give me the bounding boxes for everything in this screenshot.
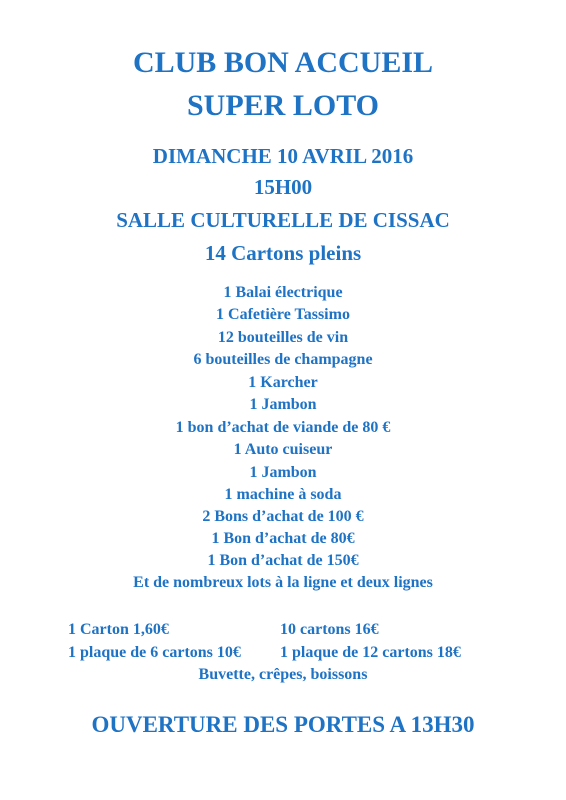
prize-item: 2 Bons d’achat de 100 €: [202, 508, 364, 525]
price-plate-12: 1 plaque de 12 cartons 18€: [280, 644, 461, 661]
event-date: DIMANCHE 10 AVRIL 2016: [152, 144, 414, 168]
opening-time: OUVERTURE DES PORTES A 13H30: [91, 712, 475, 737]
prize-item: 1 Balai électrique: [223, 284, 343, 301]
event-rounds: 14 Cartons pleins: [204, 241, 362, 265]
price-single-card: 1 Carton 1,60€: [68, 621, 169, 638]
refreshments: Buvette, crêpes, boissons: [198, 666, 368, 683]
prize-item: 6 bouteilles de champagne: [193, 351, 373, 368]
event-venue: SALLE CULTURELLE DE CISSAC: [116, 208, 450, 232]
prize-item: 1 Jambon: [249, 464, 317, 481]
prize-item: 1 Bon d’achat de 80€: [211, 530, 355, 547]
price-ten-cards: 10 cartons 16€: [280, 621, 379, 638]
prize-item: 1 Karcher: [248, 374, 318, 391]
event-name: SUPER LOTO: [187, 89, 379, 122]
prize-item: 1 Bon d’achat de 150€: [207, 552, 359, 569]
prize-item: 1 Cafetière Tassimo: [216, 306, 350, 323]
price-plate-6: 1 plaque de 6 cartons 10€: [68, 644, 241, 661]
club-name: CLUB BON ACCUEIL: [132, 46, 434, 79]
prize-item: 1 machine à soda: [224, 486, 342, 503]
event-time: 15H00: [253, 175, 313, 199]
prize-item: 1 Jambon: [249, 396, 317, 413]
prize-item: 12 bouteilles de vin: [217, 329, 349, 346]
prize-item: 1 bon d’achat de viande de 80 €: [175, 419, 391, 436]
prize-item: 1 Auto cuiseur: [233, 441, 333, 458]
prize-item: Et de nombreux lots à la ligne et deux lignes: [133, 574, 433, 591]
